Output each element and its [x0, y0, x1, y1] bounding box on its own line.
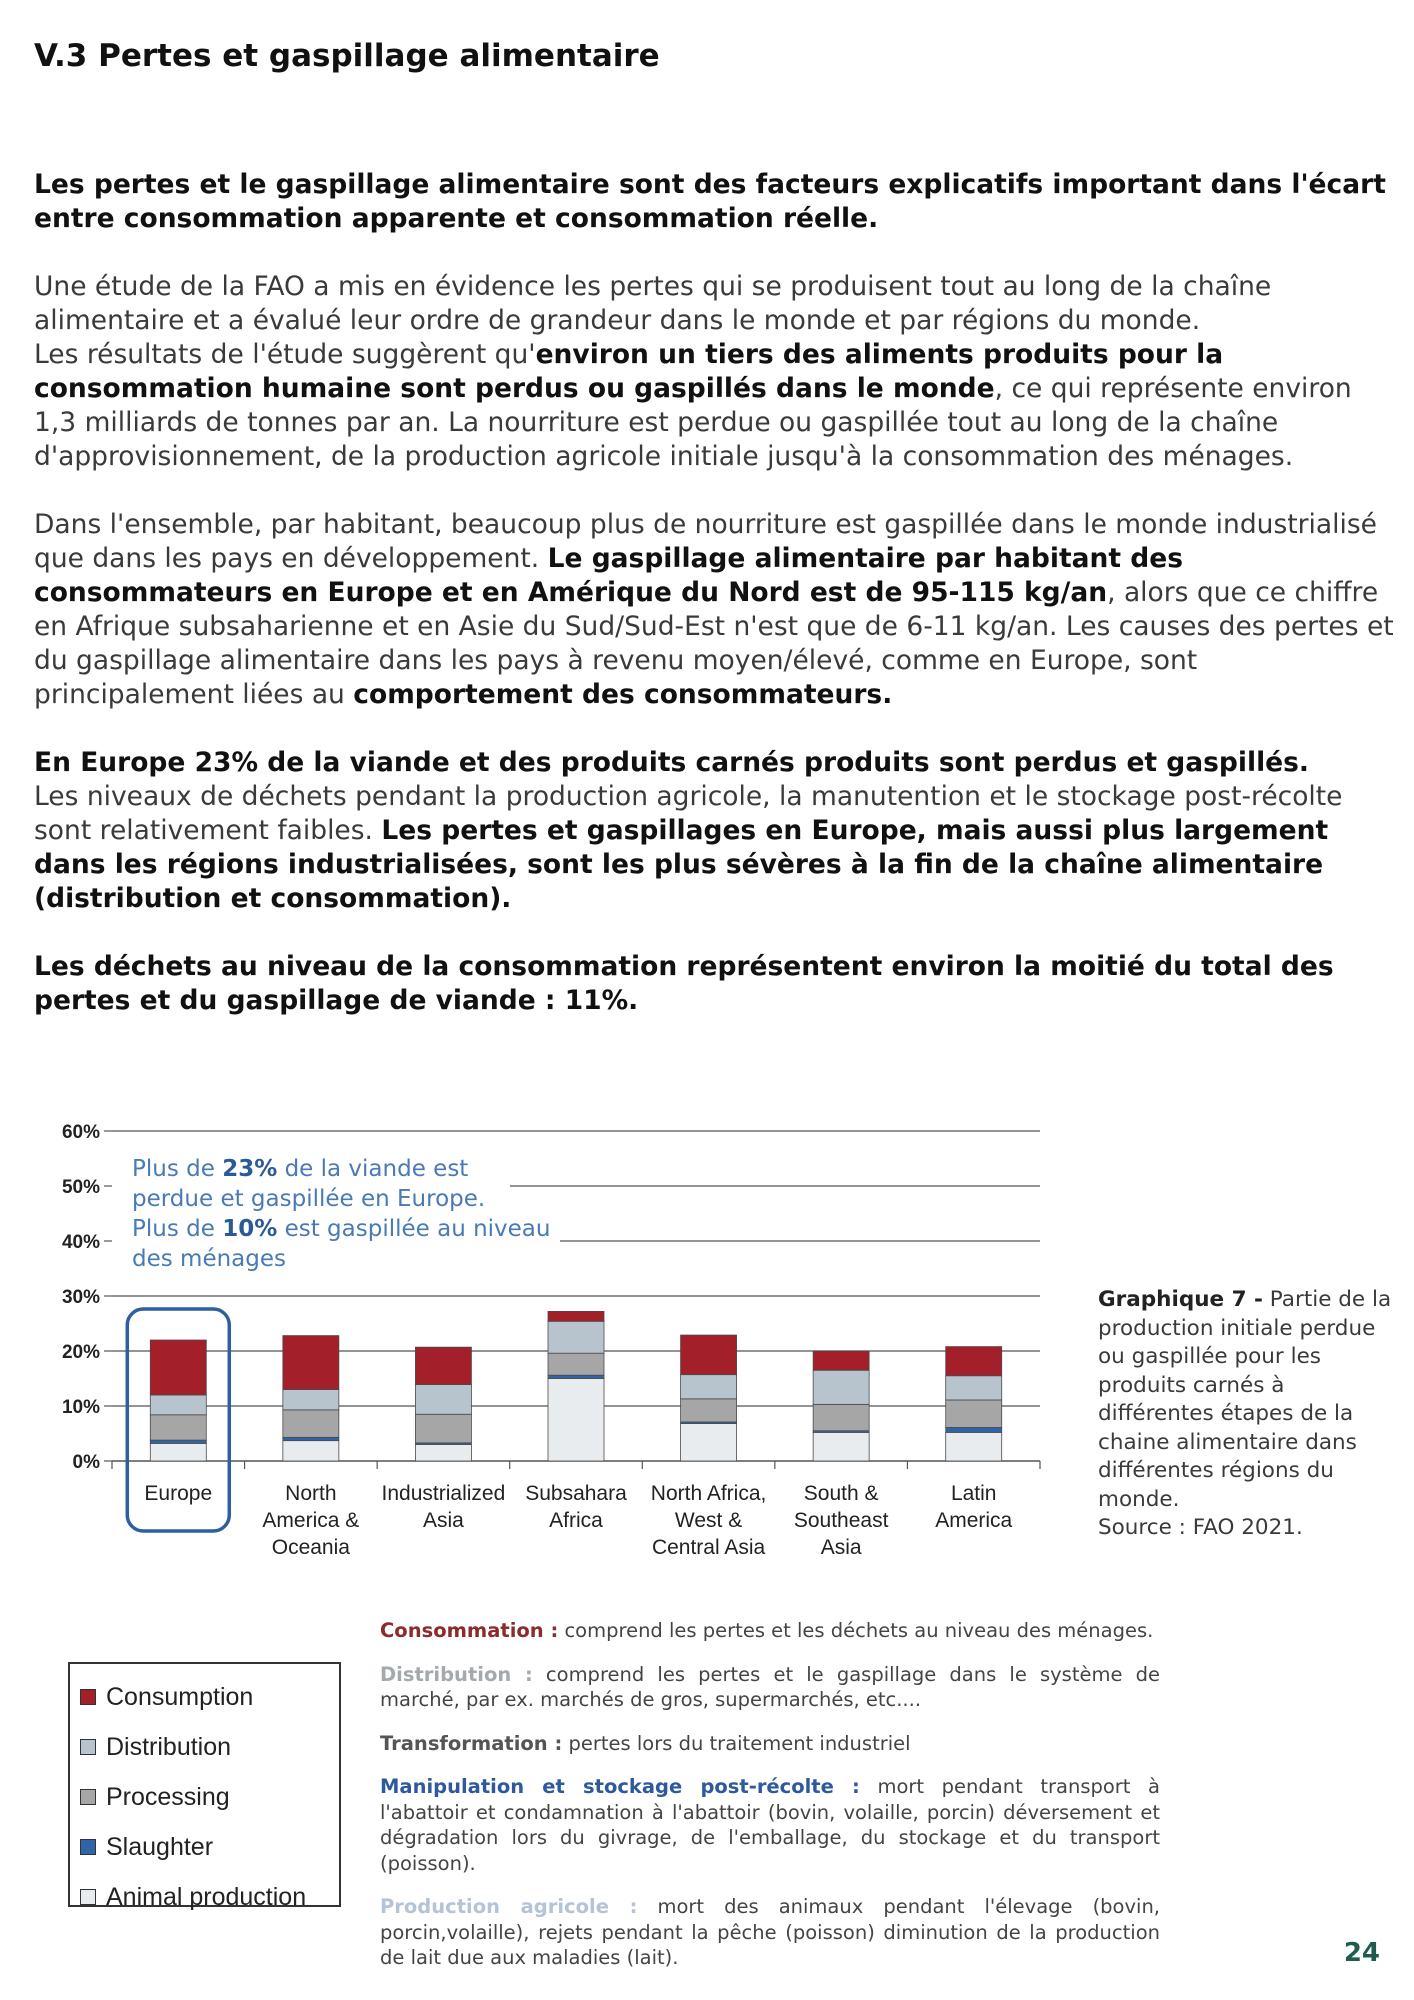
y-tick-label: 30%: [61, 1287, 100, 1308]
definition-processing: Transformation : pertes lors du traitement industriel: [380, 1731, 911, 1755]
x-tick-label: America: [935, 1509, 1013, 1532]
bar-segment: [150, 1415, 206, 1440]
bar-segment: [681, 1399, 737, 1422]
annotation-line-2: perdue et gaspillée en Europe.: [132, 1186, 486, 1212]
annotation-line-3: Plus de 10% est gaspillée au niveau: [132, 1216, 551, 1242]
chart-legend: [68, 1662, 341, 1911]
x-tick-label: Industrialized: [381, 1482, 506, 1505]
bar-segment: [548, 1379, 604, 1462]
definition-agricultural-production: Production agricole : mort des animaux pendant l'élevage (bovin, porcin,volaille), rejets pendant la pêche (poisson) diminution de la production de lait due aux maladies (lait).: [380, 1895, 1161, 1969]
legend-swatch: [80, 1689, 96, 1705]
bar-segment: [415, 1445, 471, 1462]
bar-segment: [415, 1414, 471, 1443]
bar-segment: [946, 1347, 1002, 1376]
bar-segment: [548, 1311, 604, 1321]
y-tick-label: 60%: [61, 1122, 100, 1143]
definition-handling-storage: Manipulation et stockage post-récolte : mort pendant transport à l'abattoir et condamnation à l'abattoir (bovin, volaille, porcin) déversement et dégradation lors du givrage, de l'emballage, du stockage et du transport (poisson).: [380, 1775, 1161, 1875]
x-tick-label: Asia: [422, 1509, 464, 1532]
bar-segment: [283, 1441, 339, 1461]
x-tick-label: Subsahara: [525, 1482, 627, 1505]
bar-segment: [681, 1335, 737, 1375]
x-tick-label: Southeast: [793, 1509, 889, 1532]
bar-segment: [681, 1375, 737, 1399]
x-tick-label: North Africa,: [650, 1482, 767, 1505]
bar-segment: [150, 1440, 206, 1443]
legend-swatch: [80, 1739, 96, 1755]
body-text: [34, 168, 1394, 1018]
chart-caption: Graphique 7 - Partie de la production initiale perdue ou gaspillée pour les produits carnés à différentes étapes de la chaine alimentaire dans différentes régions du monde. Source : FAO 2021.: [1098, 1287, 1392, 1540]
legend-swatch: [80, 1789, 96, 1805]
legend-swatch: [80, 1889, 96, 1905]
legend-item-consumption: Consumption: [80, 1672, 339, 1722]
chart-source: Source : FAO 2021.: [1098, 1515, 1303, 1540]
bar-segment: [415, 1347, 471, 1384]
bar-segment: [548, 1353, 604, 1375]
bar-segment: [946, 1376, 1002, 1400]
bar-segment: [150, 1395, 206, 1415]
y-tick-label: 40%: [61, 1232, 100, 1253]
fao-study-paragraph: Une étude de la FAO a mis en évidence les pertes qui se produisent tout au long de la chaîne alimentaire et a évalué leur ordre de grandeur dans le monde et par régions du monde. Les résultats de l'étude suggèrent qu'environ un tiers des aliments produits pour la consommation humaine sont perdus ou gaspillés dans le monde, ce qui représente environ 1,3 milliards de tonnes par an. La nourriture est perdue ou gaspillée tout au long de la chaîne d'approvisionnement, de la production agricole initiale jusqu'à la consommation des ménages.: [34, 271, 1352, 472]
bar-segment: [415, 1385, 471, 1415]
legend-item-animal-production: Animal production: [80, 1872, 339, 1922]
section-title: V.3 Pertes et gaspillage alimentaire: [34, 38, 660, 74]
x-tick-label: Central Asia: [651, 1536, 766, 1559]
per-capita-paragraph: Dans l'ensemble, par habitant, beaucoup plus de nourriture est gaspillée dans le monde industrialisé que dans les pays en développement. Le gaspillage alimentaire par habitant des consommateurs en Europe et en Amérique du Nord est de 95-115 kg/an, alors que ce chiffre en Afrique subsaharienne et en Asie du Sud/Sud-Est n'est que de 6-11 kg/an. Les causes des pertes et du gaspillage alimentaire dans les pays à revenu moyen/élevé, comme en Europe, sont principalement liées au comportement des consommateurs.: [34, 509, 1394, 710]
y-tick-label: 10%: [61, 1397, 100, 1418]
x-tick-label: Oceania: [271, 1536, 350, 1559]
definition-distribution: Distribution : comprend les pertes et le gaspillage dans le système de marché, par ex. marchés de gros, supermarchés, etc....: [380, 1662, 1160, 1711]
annotation-line-4: des ménages: [132, 1246, 287, 1272]
bar-segment: [813, 1351, 869, 1370]
x-tick-label: Europe: [144, 1482, 213, 1505]
bar-segment: [283, 1336, 339, 1390]
x-tick-label: Latin: [950, 1482, 997, 1505]
bar-segment: [150, 1443, 206, 1461]
bar-segment: [548, 1321, 604, 1353]
x-tick-label: South &: [803, 1482, 879, 1505]
legend-item-distribution: Distribution: [80, 1722, 339, 1772]
y-tick-label: 50%: [61, 1177, 100, 1198]
bar-segment: [283, 1390, 339, 1410]
legend-swatch: [80, 1839, 96, 1855]
annotation-line-1: Plus de 23% de la viande est: [132, 1156, 469, 1182]
legend-item-slaughter: Slaughter: [80, 1822, 339, 1872]
bar-segment: [283, 1437, 339, 1440]
x-tick-label: Asia: [820, 1536, 862, 1559]
y-tick-label: 0%: [72, 1452, 100, 1473]
bar-segment: [681, 1424, 737, 1461]
page-number: 24: [1343, 1938, 1380, 1968]
x-tick-label: America &: [262, 1509, 360, 1532]
intro-paragraph: Les pertes et le gaspillage alimentaire sont des facteurs explicatifs important dans l'écart entre consommation apparente et consommation réelle.: [34, 169, 1386, 234]
bar-segment: [548, 1375, 604, 1378]
x-tick-label: Africa: [549, 1509, 603, 1532]
bar-segment: [283, 1410, 339, 1438]
europe-meat-paragraph: En Europe 23% de la viande et des produits carnés produits sont perdus et gaspillés. Les niveaux de déchets pendant la production agricole, la manutention et le stockage post-récolte sont relativement faibles. Les pertes et gaspillages en Europe, mais aussi plus largement dans les régions industrialisées, sont les plus sévères à la fin de la chaîne alimentaire (distribution et consommation).: [34, 747, 1343, 914]
consumption-waste-paragraph: Les déchets au niveau de la consommation représentent environ la moitié du total des pertes et du gaspillage de viande : 11%.: [34, 951, 1334, 1016]
y-tick-label: 20%: [61, 1342, 100, 1363]
bar-segment: [813, 1370, 869, 1404]
bar-segment: [946, 1427, 1002, 1432]
stage-definitions: [380, 1618, 1160, 1989]
bar-segment: [946, 1400, 1002, 1428]
bar-segment: [946, 1432, 1002, 1461]
stacked-bar-chart: [0, 1100, 1060, 1580]
definition-consumption: Consommation : comprend les pertes et les déchets au niveau des ménages.: [380, 1619, 1154, 1642]
x-tick-label: West &: [674, 1509, 743, 1532]
x-tick-label: North: [285, 1482, 337, 1505]
bar-segment: [150, 1340, 206, 1395]
legend-item-processing: Processing: [80, 1772, 339, 1822]
bar-segment: [813, 1432, 869, 1461]
bar-segment: [813, 1404, 869, 1430]
